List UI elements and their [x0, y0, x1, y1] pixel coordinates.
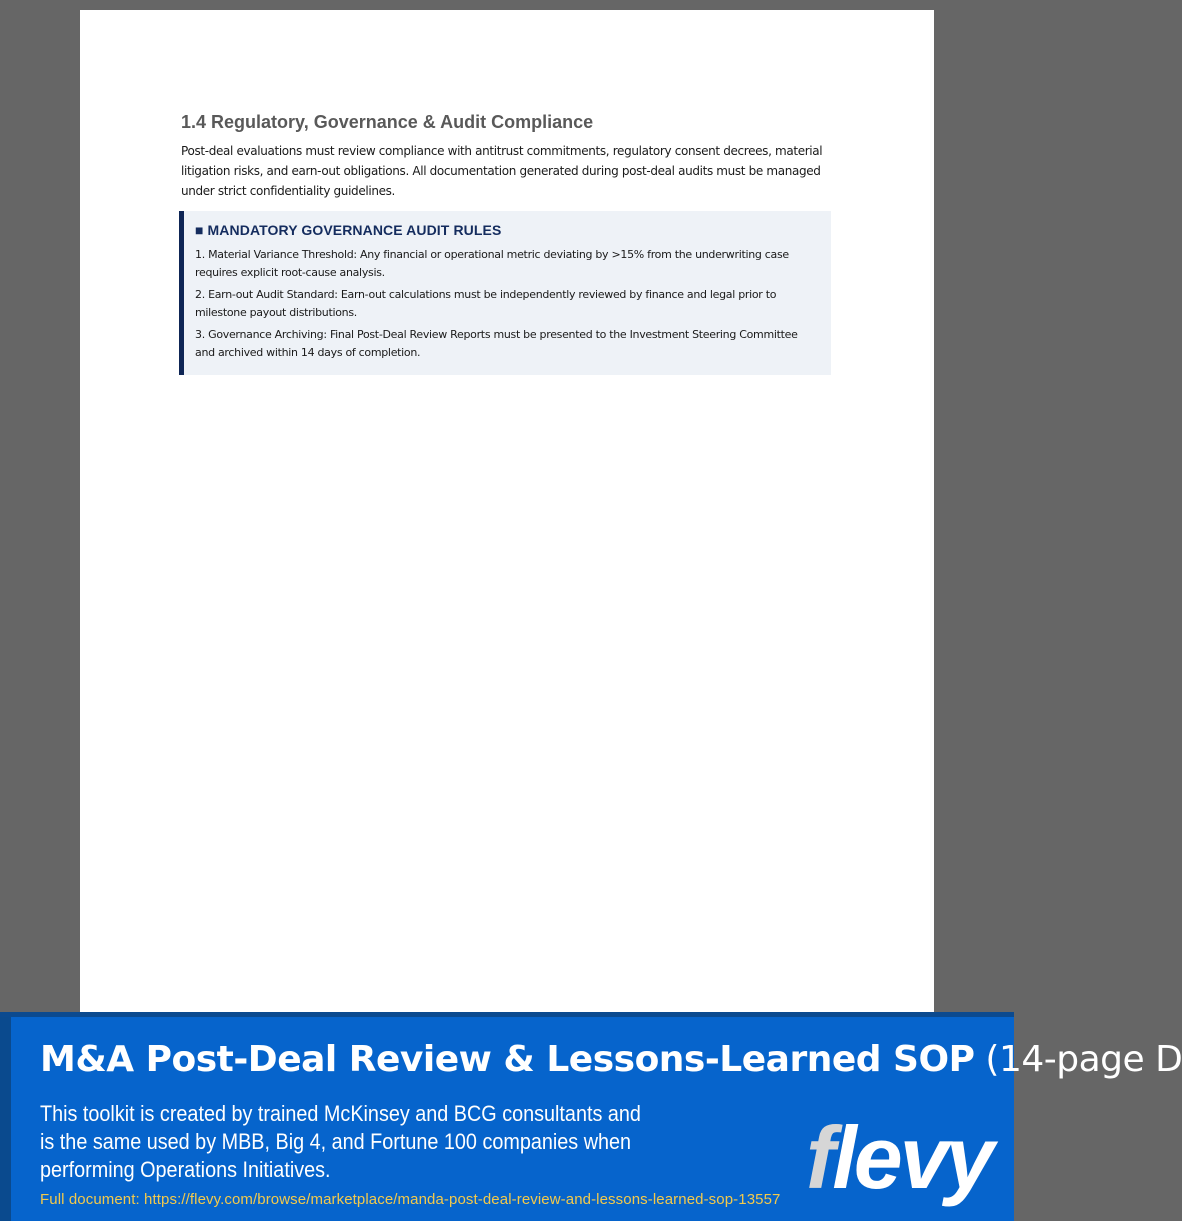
governance-rules-box — [179, 211, 831, 375]
banner-title-suffix: (14-page D — [974, 1039, 1182, 1080]
rules-box-title: ■ MANDATORY GOVERNANCE AUDIT RULES — [195, 222, 502, 238]
rule-item: 2. Earn-out Audit Standard: Earn-out calculations must be independently reviewed by finance and legal prior to milestone payout distributions. — [195, 288, 777, 319]
banner-title — [40, 1039, 1182, 1080]
flevy-logo[interactable] — [806, 1108, 992, 1207]
logo-letter-f: f — [806, 1108, 833, 1207]
logo-letters-rest: levy — [832, 1108, 992, 1207]
rule-item: 3. Governance Archiving: Final Post-Deal Review Reports must be presented to the Investment Steering Committee and archived within 14 days of completion. — [195, 328, 798, 359]
banner-description: This toolkit is created by trained McKinsey and BCG consultants and is the same used by MBB, Big 4, and Fortune 100 companies when performing Operations Initiatives. — [40, 1101, 641, 1182]
promo-banner — [0, 1012, 1182, 1221]
document-page — [80, 10, 934, 1015]
banner-stripe — [0, 1017, 11, 1221]
banner-title-strong: M&A Post-Deal Review & Lessons-Learned SOP — [40, 1039, 975, 1080]
full-document-link[interactable]: Full document: https://flevy.com/browse/marketplace/manda-post-deal-review-and-lessons-learned-sop-13557 — [40, 1191, 781, 1208]
section-body: Post-deal evaluations must review compliance with antitrust commitments, regulatory consent decrees, material litigation risks, and earn-out obligations. All documentation generated during post-deal audits must be managed under strict confidentiality guidelines. — [181, 144, 823, 198]
section-heading: 1.4 Regulatory, Governance & Audit Compliance — [181, 112, 594, 132]
rule-item: 1. Material Variance Threshold: Any financial or operational metric deviating by >15% from the underwriting case requires explicit root-cause analysis. — [195, 248, 789, 279]
